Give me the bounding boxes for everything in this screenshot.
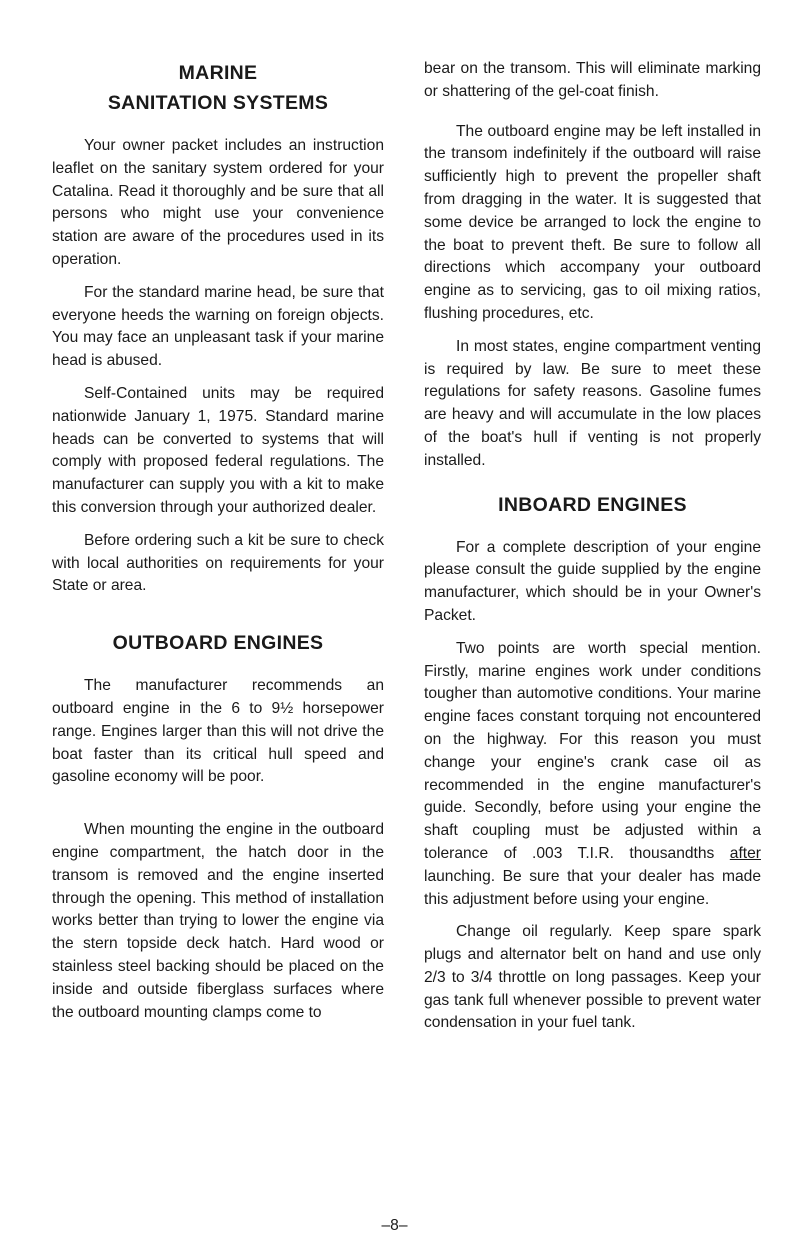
marine-sanitation-heading <box>52 58 384 118</box>
paragraph: In most states, engine compartment venting is required by law. Be sure to meet these regulations for safety reasons. Gasoline fumes are heavy and will accumulate in the low places of the boat's hull if venting is not properly installed. <box>424 337 761 469</box>
paragraph: Self-Contained units may be required nationwide January 1, 1975. Standard marine heads can be converted to systems that will comply with proposed federal regulations. The manufacturer can supply you with a kit to make this conversion through your authorized dealer. <box>52 384 384 516</box>
heading-line: SANITATION SYSTEMS <box>107 92 329 114</box>
paragraph: For a complete description of your engine please consult the guide supplied by the engine manufacturer, which should be in your Owner's Packet. <box>424 538 761 624</box>
outboard-engines-heading: OUTBOARD ENGINES <box>112 632 324 655</box>
paragraph: Your owner packet includes an instruction leaflet on the sanitary system ordered for your Catalina. Read it thoroughly and be sure that all persons who might use your convenience station are aware of the procedures used in its operation. <box>52 137 384 268</box>
paragraph-continuation: bear on the transom. This will eliminate marking or shattering of the gel-coat finish. <box>424 60 761 100</box>
inboard-engines-heading: INBOARD ENGINES <box>498 493 687 516</box>
right-column <box>424 58 761 1035</box>
heading-line: MARINE <box>178 62 258 84</box>
left-column <box>52 58 384 1024</box>
paragraph: The outboard engine may be left installed in the transom indefinitely if the outboard will raise sufficiently high to prevent the propeller shaft from dragging in the water. It is suggested that some device be arranged to lock the engine to the boat to prevent theft. Be sure to follow all directions which accompany your outboard engine as to servicing, gas to oil mixing ratios, flushing procedures, etc. <box>424 122 761 322</box>
paragraph: When mounting the engine in the outboard engine compartment, the hatch door in the transom is removed and the engine inserted through the opening. This method of installation works better than trying to lower the engine via the stern topside deck hatch. Hard wood or stainless steel backing should be placed on the inside and outside fiberglass surfaces where the outboard mounting clamps come to <box>52 821 384 1021</box>
paragraph <box>424 638 761 912</box>
paragraph-text: Two points are worth special mention. Firstly, marine engines work under conditions tougher than automotive conditions. Your marine engine faces constant torquing not encountered on the highway. For this reason you must change your engine's crank case oil as recommended in the engine manufacturer's guide. Secondly, before using your engine the shaft coupling must be adjusted within a tolerance of .003 T.I.R. thousandths <box>424 639 761 862</box>
paragraph: The manufacturer recommends an outboard engine in the 6 to 9½ horsepower range. Engines larger than this will not drive the boat faster than its critical hull speed and gasoline economy will be poor. <box>52 677 384 786</box>
page-number: –8– <box>381 1217 408 1234</box>
underlined-word: after <box>729 844 761 862</box>
paragraph-text: launching. Be sure that your dealer has made this adjustment before using your engine. <box>424 867 761 908</box>
paragraph: For the standard marine head, be sure that everyone heeds the warning on foreign objects. You may face an unpleasant task if your marine head is abused. <box>52 283 384 370</box>
paragraph: Change oil regularly. Keep spare spark plugs and alternator belt on hand and use only 2/3 to 3/4 throttle on long passages. Keep your gas tank full whenever possible to prevent water condensation in your fuel tank. <box>424 923 761 1032</box>
paragraph: Before ordering such a kit be sure to check with local authorities on requirements for your State or area. <box>52 531 384 595</box>
